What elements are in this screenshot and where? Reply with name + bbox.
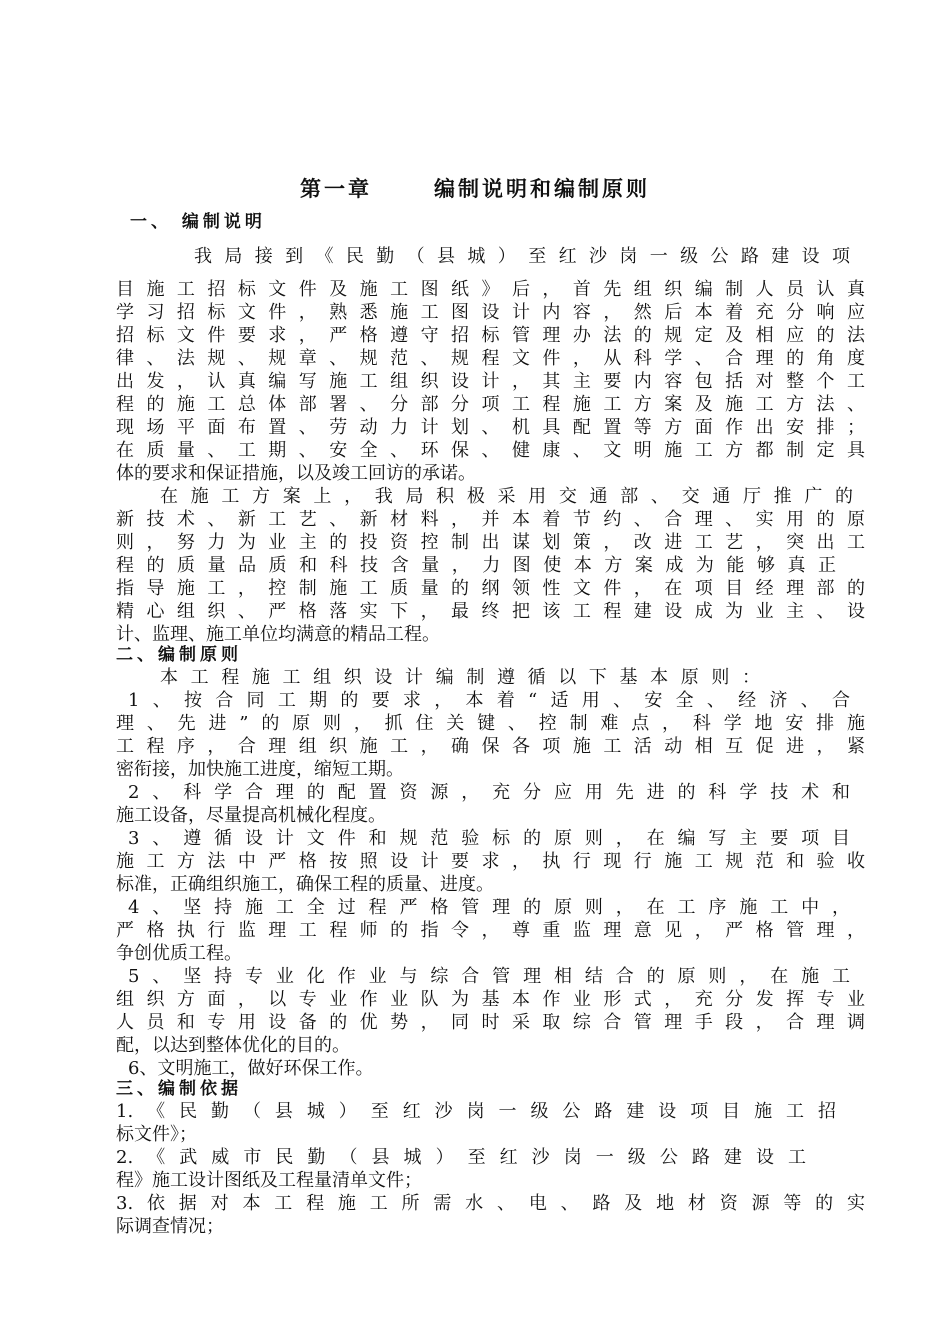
section-heading-1: 一、 编制说明 [130,212,266,232]
paragraph-line: 施工设备，尽量提高机械化程度。 [116,805,386,826]
paragraph-line: 程的质量品质和科技含量，力图使本方案成为能够真正 [116,555,836,576]
paragraph-line: 3.依据对本工程施工所需水、电、路及地材资源等的实 [116,1193,865,1214]
paragraph-line: 4、坚持施工全过程严格管理的原则，在工序施工中， [128,897,850,918]
paragraph-line: 招标文件要求，严格遵守招标管理办法的规定及相应的法 [116,325,865,346]
section-heading-3: 三、编制依据 [116,1079,242,1099]
paragraph-line: 学习招标文件，熟悉施工图设计内容，然后本着充分响应 [116,302,865,323]
paragraph-line: 5、坚持专业化作业与综合管理相结合的原则，在施工 [128,966,850,987]
paragraph-line: 工程序，合理组织施工，确保各项施工活动相互促进，紧 [116,736,865,757]
paragraph-line: 组织方面，以专业作业队为基本作业形式，充分发挥专业 [116,989,865,1010]
paragraph-line: 2、科学合理的配置资源，充分应用先进的科学技术和 [128,782,850,803]
paragraph-line: 指导施工，控制施工质量的纲领性文件，在项目经理部的 [116,578,865,599]
paragraph-line: 律、法规、规章、规范、规程文件，从科学、合理的角度 [116,348,865,369]
paragraph-line: 本工程施工组织设计编制遵循以下基本原则： [160,667,760,688]
paragraph-line: 程》施工设计图纸及工程量清单文件； [116,1170,422,1191]
paragraph-line: 现场平面布置、劳动力计划、机具配置等方面作出安排； [116,417,865,438]
paragraph-line: 则，努力为业主的投资控制出谋划策，改进工艺，突出工 [116,532,865,553]
chapter-number: 第一章 [300,177,372,201]
paragraph-line: 施工方法中严格按照设计要求，执行现行施工规范和验收 [116,851,865,872]
paragraph-line: 人员和专用设备的优势，同时采取综合管理手段，合理调 [116,1012,865,1033]
paragraph-line: 标准，正确组织施工，确保工程的质量、进度。 [116,874,494,895]
paragraph-line: 计、监理、施工单位均满意的精品工程。 [116,624,440,645]
paragraph-line: 配，以达到整体优化的目的。 [116,1035,350,1056]
paragraph-line: 标文件》； [116,1124,197,1145]
chapter-title [0,174,950,204]
chapter-heading: 编制说明和编制原则 [434,177,650,201]
paragraph-line: 新技术、新工艺、新材料，并本着节约、合理、实用的原 [116,509,865,530]
paragraph-line: 1、按合同工期的要求，本着“适用、安全、经济、合 [128,690,850,711]
paragraph-line: 1.《民勤（县城）至红沙岗一级公路建设项目施工招 [116,1101,836,1122]
paragraph-line: 在质量、工期、安全、环保、健康、文明施工方都制定具 [116,440,865,461]
paragraph-line: 程的施工总体部署、分部分项工程施工方案及施工方法、 [116,394,865,415]
paragraph-line: 理、先进”的原则，抓住关键、控制难点，科学地安排施 [116,713,865,734]
section-heading-2: 二、编制原则 [116,645,242,665]
paragraph-line: 出发，认真编写施工组织设计，其主要内容包括对整个工 [116,371,865,392]
paragraph-line: 在施工方案上，我局积极采用交通部、交通厅推广的 [160,486,853,507]
paragraph-line: 目施工招标文件及施工图纸》后，首先组织编制人员认真 [116,279,865,300]
paragraph-line: 精心组织、严格落实下，最终把该工程建设成为业主、设 [116,601,865,622]
paragraph-line: 争创优质工程。 [116,943,242,964]
paragraph-line: 密衔接，加快施工进度，缩短工期。 [116,759,404,780]
paragraph-line: 3、遵循设计文件和规范验标的原则，在编写主要项目 [128,828,850,849]
paragraph-line: 2.《武威市民勤（县城）至红沙岗一级公路建设工 [116,1147,806,1168]
paragraph-line: 体的要求和保证措施，以及竣工回访的承诺。 [116,463,476,484]
paragraph-line: 我局接到《民勤（县城）至红沙岗一级公路建设项 [194,246,850,267]
paragraph-line: 6、文明施工，做好环保工作。 [128,1058,374,1079]
paragraph-line: 严格执行监理工程师的指令，尊重监理意见，严格管理， [116,920,865,941]
paragraph-line: 际调查情况； [116,1216,224,1237]
